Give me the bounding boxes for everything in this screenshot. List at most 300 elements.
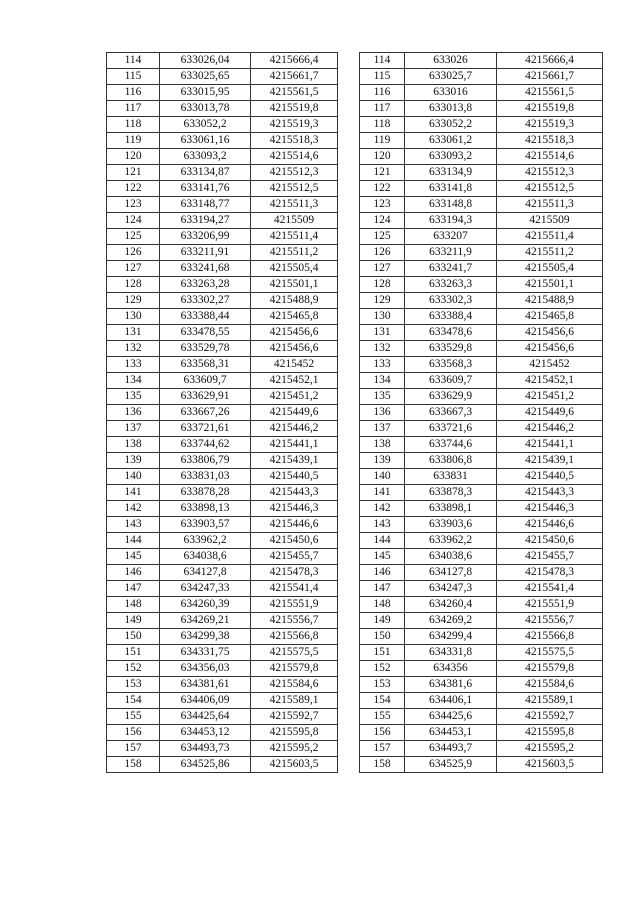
column-gap (338, 709, 360, 725)
y-coordinate-cell: 4215511,3 (497, 197, 603, 213)
point-number-cell: 117 (360, 101, 405, 117)
column-gap (338, 85, 360, 101)
point-number-cell: 128 (360, 277, 405, 293)
x-coordinate-cell: 633241,7 (405, 261, 497, 277)
x-coordinate-cell: 633878,3 (405, 485, 497, 501)
y-coordinate-cell: 4215452 (497, 357, 603, 373)
x-coordinate-cell: 633148,77 (160, 197, 251, 213)
table-row (107, 213, 603, 229)
table-row (107, 165, 603, 181)
point-number-cell: 150 (107, 629, 160, 645)
column-gap (338, 757, 360, 773)
coordinates-table (106, 52, 603, 773)
y-coordinate-cell: 4215551,9 (251, 597, 338, 613)
x-coordinate-cell: 633568,3 (405, 357, 497, 373)
x-coordinate-cell: 634260,4 (405, 597, 497, 613)
point-number-cell: 116 (360, 85, 405, 101)
x-coordinate-cell: 633211,9 (405, 245, 497, 261)
y-coordinate-cell: 4215566,8 (497, 629, 603, 645)
column-gap (338, 485, 360, 501)
x-coordinate-cell: 633302,3 (405, 293, 497, 309)
y-coordinate-cell: 4215595,8 (497, 725, 603, 741)
point-number-cell: 120 (107, 149, 160, 165)
y-coordinate-cell: 4215575,5 (497, 645, 603, 661)
point-number-cell: 123 (107, 197, 160, 213)
x-coordinate-cell: 633013,78 (160, 101, 251, 117)
table-row (107, 517, 603, 533)
y-coordinate-cell: 4215595,2 (497, 741, 603, 757)
table-row (107, 277, 603, 293)
column-gap (338, 309, 360, 325)
y-coordinate-cell: 4215455,7 (497, 549, 603, 565)
y-coordinate-cell: 4215440,5 (251, 469, 338, 485)
y-coordinate-cell: 4215465,8 (251, 309, 338, 325)
y-coordinate-cell: 4215451,2 (497, 389, 603, 405)
y-coordinate-cell: 4215518,3 (497, 133, 603, 149)
y-coordinate-cell: 4215443,3 (497, 485, 603, 501)
table-row (107, 693, 603, 709)
x-coordinate-cell: 633134,87 (160, 165, 251, 181)
table-row (107, 149, 603, 165)
table-row (107, 565, 603, 581)
table-row (107, 453, 603, 469)
x-coordinate-cell: 633898,1 (405, 501, 497, 517)
column-gap (338, 101, 360, 117)
column-gap (338, 277, 360, 293)
table-row (107, 261, 603, 277)
y-coordinate-cell: 4215584,6 (497, 677, 603, 693)
x-coordinate-cell: 633667,3 (405, 405, 497, 421)
point-number-cell: 153 (360, 677, 405, 693)
point-number-cell: 140 (107, 469, 160, 485)
x-coordinate-cell: 634406,1 (405, 693, 497, 709)
y-coordinate-cell: 4215446,2 (251, 421, 338, 437)
x-coordinate-cell: 633194,27 (160, 213, 251, 229)
table-row (107, 133, 603, 149)
x-coordinate-cell: 633609,7 (405, 373, 497, 389)
x-coordinate-cell: 633744,62 (160, 437, 251, 453)
table-row (107, 661, 603, 677)
x-coordinate-cell: 634331,8 (405, 645, 497, 661)
table-row (107, 373, 603, 389)
column-gap (338, 229, 360, 245)
y-coordinate-cell: 4215505,4 (251, 261, 338, 277)
table-row (107, 69, 603, 85)
y-coordinate-cell: 4215575,5 (251, 645, 338, 661)
column-gap (338, 661, 360, 677)
y-coordinate-cell: 4215456,6 (497, 325, 603, 341)
table-row (107, 245, 603, 261)
y-coordinate-cell: 4215452 (251, 357, 338, 373)
point-number-cell: 151 (360, 645, 405, 661)
x-coordinate-cell: 634425,6 (405, 709, 497, 725)
y-coordinate-cell: 4215514,6 (497, 149, 603, 165)
x-coordinate-cell: 634127,8 (160, 565, 251, 581)
y-coordinate-cell: 4215589,1 (497, 693, 603, 709)
point-number-cell: 138 (360, 437, 405, 453)
x-coordinate-cell: 633667,26 (160, 405, 251, 421)
point-number-cell: 158 (360, 757, 405, 773)
table-row (107, 405, 603, 421)
point-number-cell: 157 (360, 741, 405, 757)
y-coordinate-cell: 4215450,6 (497, 533, 603, 549)
table-row (107, 437, 603, 453)
x-coordinate-cell: 633061,16 (160, 133, 251, 149)
point-number-cell: 147 (107, 581, 160, 597)
y-coordinate-cell: 4215441,1 (497, 437, 603, 453)
table-row (107, 533, 603, 549)
y-coordinate-cell: 4215579,8 (497, 661, 603, 677)
column-gap (338, 645, 360, 661)
y-coordinate-cell: 4215446,6 (251, 517, 338, 533)
point-number-cell: 127 (360, 261, 405, 277)
point-number-cell: 127 (107, 261, 160, 277)
column-gap (338, 325, 360, 341)
y-coordinate-cell: 4215465,8 (497, 309, 603, 325)
point-number-cell: 114 (107, 53, 160, 69)
x-coordinate-cell: 634525,9 (405, 757, 497, 773)
y-coordinate-cell: 4215519,3 (251, 117, 338, 133)
point-number-cell: 117 (107, 101, 160, 117)
y-coordinate-cell: 4215452,1 (497, 373, 603, 389)
x-coordinate-cell: 633263,28 (160, 277, 251, 293)
x-coordinate-cell: 633831 (405, 469, 497, 485)
y-coordinate-cell: 4215666,4 (497, 53, 603, 69)
table-row (107, 53, 603, 69)
table-row (107, 757, 603, 773)
column-gap (338, 117, 360, 133)
y-coordinate-cell: 4215456,6 (497, 341, 603, 357)
column-gap (338, 581, 360, 597)
x-coordinate-cell: 633903,57 (160, 517, 251, 533)
table-row (107, 421, 603, 437)
y-coordinate-cell: 4215440,5 (497, 469, 603, 485)
point-number-cell: 118 (360, 117, 405, 133)
x-coordinate-cell: 634269,21 (160, 613, 251, 629)
point-number-cell: 118 (107, 117, 160, 133)
column-gap (338, 693, 360, 709)
y-coordinate-cell: 4215561,5 (497, 85, 603, 101)
x-coordinate-cell: 633721,6 (405, 421, 497, 437)
table-row (107, 677, 603, 693)
y-coordinate-cell: 4215446,2 (497, 421, 603, 437)
x-coordinate-cell: 633609,7 (160, 373, 251, 389)
table-row (107, 485, 603, 501)
y-coordinate-cell: 4215501,1 (251, 277, 338, 293)
x-coordinate-cell: 633302,27 (160, 293, 251, 309)
x-coordinate-cell: 633962,2 (405, 533, 497, 549)
x-coordinate-cell: 633744,6 (405, 437, 497, 453)
x-coordinate-cell: 634381,61 (160, 677, 251, 693)
y-coordinate-cell: 4215661,7 (497, 69, 603, 85)
table-row (107, 549, 603, 565)
point-number-cell: 155 (107, 709, 160, 725)
point-number-cell: 149 (360, 613, 405, 629)
x-coordinate-cell: 634525,86 (160, 757, 251, 773)
x-coordinate-cell: 634425,64 (160, 709, 251, 725)
point-number-cell: 126 (360, 245, 405, 261)
table-row (107, 293, 603, 309)
y-coordinate-cell: 4215512,3 (251, 165, 338, 181)
point-number-cell: 144 (107, 533, 160, 549)
y-coordinate-cell: 4215511,4 (251, 229, 338, 245)
table-row (107, 357, 603, 373)
column-gap (338, 133, 360, 149)
y-coordinate-cell: 4215512,5 (497, 181, 603, 197)
x-coordinate-cell: 633529,78 (160, 341, 251, 357)
point-number-cell: 150 (360, 629, 405, 645)
point-number-cell: 141 (107, 485, 160, 501)
y-coordinate-cell: 4215595,2 (251, 741, 338, 757)
x-coordinate-cell: 633831,03 (160, 469, 251, 485)
y-coordinate-cell: 4215661,7 (251, 69, 338, 85)
point-number-cell: 136 (107, 405, 160, 421)
y-coordinate-cell: 4215449,6 (251, 405, 338, 421)
table-row (107, 325, 603, 341)
point-number-cell: 130 (107, 309, 160, 325)
x-coordinate-cell: 633388,4 (405, 309, 497, 325)
table-row (107, 85, 603, 101)
y-coordinate-cell: 4215456,6 (251, 325, 338, 341)
x-coordinate-cell: 634247,33 (160, 581, 251, 597)
x-coordinate-cell: 633629,91 (160, 389, 251, 405)
x-coordinate-cell: 633207 (405, 229, 497, 245)
y-coordinate-cell: 4215446,3 (251, 501, 338, 517)
table-row (107, 101, 603, 117)
x-coordinate-cell: 633529,8 (405, 341, 497, 357)
table-row (107, 629, 603, 645)
x-coordinate-cell: 634247,3 (405, 581, 497, 597)
x-coordinate-cell: 633134,9 (405, 165, 497, 181)
column-gap (338, 149, 360, 165)
table-row (107, 613, 603, 629)
y-coordinate-cell: 4215451,2 (251, 389, 338, 405)
point-number-cell: 153 (107, 677, 160, 693)
point-number-cell: 134 (360, 373, 405, 389)
point-number-cell: 146 (107, 565, 160, 581)
point-number-cell: 148 (107, 597, 160, 613)
column-gap (338, 213, 360, 229)
point-number-cell: 122 (360, 181, 405, 197)
x-coordinate-cell: 633898,13 (160, 501, 251, 517)
point-number-cell: 114 (360, 53, 405, 69)
y-coordinate-cell: 4215579,8 (251, 661, 338, 677)
y-coordinate-cell: 4215541,4 (497, 581, 603, 597)
point-number-cell: 151 (107, 645, 160, 661)
table-row (107, 581, 603, 597)
point-number-cell: 141 (360, 485, 405, 501)
x-coordinate-cell: 634038,6 (405, 549, 497, 565)
x-coordinate-cell: 633241,68 (160, 261, 251, 277)
column-gap (338, 69, 360, 85)
column-gap (338, 341, 360, 357)
point-number-cell: 145 (107, 549, 160, 565)
column-gap (338, 53, 360, 69)
point-number-cell: 138 (107, 437, 160, 453)
y-coordinate-cell: 4215449,6 (497, 405, 603, 421)
y-coordinate-cell: 4215443,3 (251, 485, 338, 501)
x-coordinate-cell: 633141,76 (160, 181, 251, 197)
column-gap (338, 629, 360, 645)
x-coordinate-cell: 634331,75 (160, 645, 251, 661)
column-gap (338, 389, 360, 405)
x-coordinate-cell: 633025,7 (405, 69, 497, 85)
point-number-cell: 140 (360, 469, 405, 485)
y-coordinate-cell: 4215556,7 (251, 613, 338, 629)
y-coordinate-cell: 4215478,3 (497, 565, 603, 581)
point-number-cell: 154 (107, 693, 160, 709)
column-gap (338, 405, 360, 421)
y-coordinate-cell: 4215439,1 (497, 453, 603, 469)
point-number-cell: 129 (360, 293, 405, 309)
y-coordinate-cell: 4215519,8 (251, 101, 338, 117)
y-coordinate-cell: 4215556,7 (497, 613, 603, 629)
column-gap (338, 501, 360, 517)
y-coordinate-cell: 4215561,5 (251, 85, 338, 101)
column-gap (338, 453, 360, 469)
table-row (107, 229, 603, 245)
table-row (107, 469, 603, 485)
x-coordinate-cell: 633061,2 (405, 133, 497, 149)
y-coordinate-cell: 4215509 (497, 213, 603, 229)
point-number-cell: 154 (360, 693, 405, 709)
table-row (107, 597, 603, 613)
x-coordinate-cell: 634406,09 (160, 693, 251, 709)
point-number-cell: 132 (107, 341, 160, 357)
coordinates-table-body (107, 53, 603, 773)
column-gap (338, 245, 360, 261)
y-coordinate-cell: 4215505,4 (497, 261, 603, 277)
point-number-cell: 139 (360, 453, 405, 469)
x-coordinate-cell: 633211,91 (160, 245, 251, 261)
x-coordinate-cell: 634453,1 (405, 725, 497, 741)
y-coordinate-cell: 4215455,7 (251, 549, 338, 565)
y-coordinate-cell: 4215603,5 (251, 757, 338, 773)
y-coordinate-cell: 4215450,6 (251, 533, 338, 549)
y-coordinate-cell: 4215584,6 (251, 677, 338, 693)
point-number-cell: 157 (107, 741, 160, 757)
y-coordinate-cell: 4215519,3 (497, 117, 603, 133)
point-number-cell: 121 (360, 165, 405, 181)
point-number-cell: 155 (360, 709, 405, 725)
column-gap (338, 741, 360, 757)
point-number-cell: 135 (360, 389, 405, 405)
y-coordinate-cell: 4215511,3 (251, 197, 338, 213)
x-coordinate-cell: 633026,04 (160, 53, 251, 69)
column-gap (338, 165, 360, 181)
y-coordinate-cell: 4215519,8 (497, 101, 603, 117)
table-row (107, 725, 603, 741)
point-number-cell: 152 (360, 661, 405, 677)
x-coordinate-cell: 634356 (405, 661, 497, 677)
point-number-cell: 148 (360, 597, 405, 613)
column-gap (338, 469, 360, 485)
y-coordinate-cell: 4215452,1 (251, 373, 338, 389)
x-coordinate-cell: 633025,65 (160, 69, 251, 85)
column-gap (338, 533, 360, 549)
column-gap (338, 597, 360, 613)
y-coordinate-cell: 4215488,9 (497, 293, 603, 309)
y-coordinate-cell: 4215511,4 (497, 229, 603, 245)
point-number-cell: 145 (360, 549, 405, 565)
point-number-cell: 146 (360, 565, 405, 581)
point-number-cell: 120 (360, 149, 405, 165)
x-coordinate-cell: 633806,8 (405, 453, 497, 469)
x-coordinate-cell: 634493,7 (405, 741, 497, 757)
table-row (107, 181, 603, 197)
y-coordinate-cell: 4215566,8 (251, 629, 338, 645)
point-number-cell: 128 (107, 277, 160, 293)
x-coordinate-cell: 633206,99 (160, 229, 251, 245)
point-number-cell: 123 (360, 197, 405, 213)
x-coordinate-cell: 634381,6 (405, 677, 497, 693)
point-number-cell: 142 (107, 501, 160, 517)
point-number-cell: 131 (360, 325, 405, 341)
table-row (107, 117, 603, 133)
point-number-cell: 124 (107, 213, 160, 229)
x-coordinate-cell: 633388,44 (160, 309, 251, 325)
y-coordinate-cell: 4215456,6 (251, 341, 338, 357)
point-number-cell: 156 (107, 725, 160, 741)
x-coordinate-cell: 633141,8 (405, 181, 497, 197)
x-coordinate-cell: 634269,2 (405, 613, 497, 629)
x-coordinate-cell: 633903,6 (405, 517, 497, 533)
point-number-cell: 156 (360, 725, 405, 741)
table-row (107, 709, 603, 725)
y-coordinate-cell: 4215446,3 (497, 501, 603, 517)
point-number-cell: 135 (107, 389, 160, 405)
column-gap (338, 565, 360, 581)
point-number-cell: 149 (107, 613, 160, 629)
column-gap (338, 677, 360, 693)
x-coordinate-cell: 633093,2 (405, 149, 497, 165)
point-number-cell: 132 (360, 341, 405, 357)
point-number-cell: 125 (360, 229, 405, 245)
y-coordinate-cell: 4215603,5 (497, 757, 603, 773)
x-coordinate-cell: 633263,3 (405, 277, 497, 293)
y-coordinate-cell: 4215512,3 (497, 165, 603, 181)
point-number-cell: 133 (360, 357, 405, 373)
column-gap (338, 197, 360, 213)
x-coordinate-cell: 633052,2 (405, 117, 497, 133)
point-number-cell: 139 (107, 453, 160, 469)
point-number-cell: 152 (107, 661, 160, 677)
point-number-cell: 143 (107, 517, 160, 533)
x-coordinate-cell: 634299,4 (405, 629, 497, 645)
y-coordinate-cell: 4215511,2 (251, 245, 338, 261)
column-gap (338, 725, 360, 741)
column-gap (338, 437, 360, 453)
y-coordinate-cell: 4215592,7 (251, 709, 338, 725)
point-number-cell: 116 (107, 85, 160, 101)
table-row (107, 741, 603, 757)
x-coordinate-cell: 633568,31 (160, 357, 251, 373)
point-number-cell: 124 (360, 213, 405, 229)
x-coordinate-cell: 633721,61 (160, 421, 251, 437)
y-coordinate-cell: 4215441,1 (251, 437, 338, 453)
point-number-cell: 142 (360, 501, 405, 517)
y-coordinate-cell: 4215446,6 (497, 517, 603, 533)
x-coordinate-cell: 634356,03 (160, 661, 251, 677)
x-coordinate-cell: 633806,79 (160, 453, 251, 469)
y-coordinate-cell: 4215501,1 (497, 277, 603, 293)
y-coordinate-cell: 4215509 (251, 213, 338, 229)
table-row (107, 197, 603, 213)
x-coordinate-cell: 633052,2 (160, 117, 251, 133)
x-coordinate-cell: 633148,8 (405, 197, 497, 213)
point-number-cell: 136 (360, 405, 405, 421)
column-gap (338, 549, 360, 565)
